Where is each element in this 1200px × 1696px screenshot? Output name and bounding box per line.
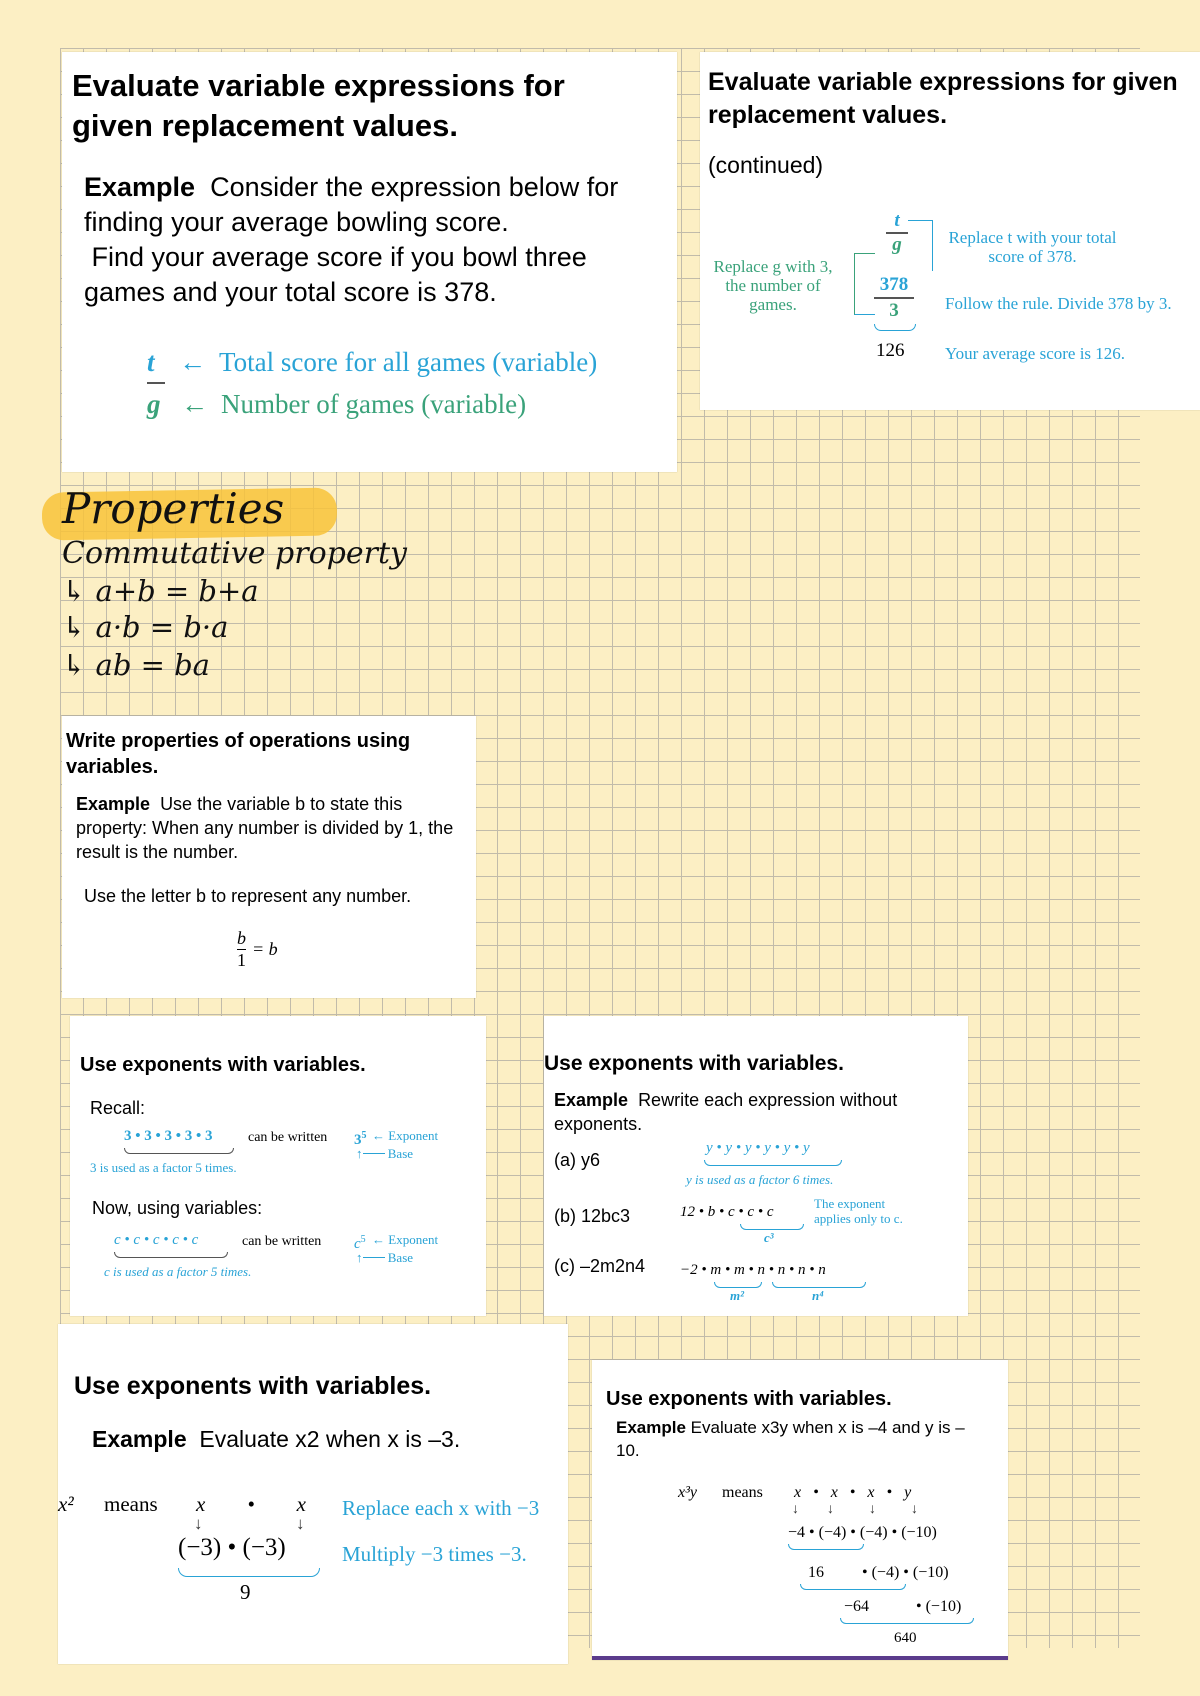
underbrace-a bbox=[704, 1160, 842, 1166]
note-follow-rule: Follow the rule. Divide 378 by 3. bbox=[945, 294, 1172, 313]
notes-line-2: ↳ a·b = b·a bbox=[62, 610, 229, 644]
means-label: means bbox=[104, 1492, 158, 1516]
part-c-under-m: m² bbox=[730, 1288, 745, 1303]
part-c-under-n: n⁴ bbox=[812, 1288, 824, 1303]
continued-label: (continued) bbox=[708, 152, 824, 178]
part-c-expr: −2 • m • m • n • n • n • n bbox=[680, 1262, 826, 1278]
card7-example: Example Evaluate x3y when x is –4 and y is –10. bbox=[616, 1418, 965, 1460]
note-replace-x: Replace each x with −3 bbox=[342, 1496, 540, 1520]
lhs-x3y: x³y bbox=[678, 1484, 697, 1501]
notes-heading: Properties bbox=[62, 484, 285, 533]
power-3-5: $3^5$ bbox=[354, 1130, 367, 1148]
row-1: −4 • (−4) • (−4) • (−10) bbox=[788, 1524, 937, 1541]
card3-example: Example Use the variable b to state this property: When any number is divided by 1, the result is the number. bbox=[76, 794, 454, 862]
card7-title: Use exponents with variables. bbox=[606, 1388, 892, 1410]
can-be-written-2: can be written bbox=[242, 1234, 322, 1249]
part-c-label: (c) –2m2n4 bbox=[554, 1256, 646, 1276]
exponent-label-2: ← Exponent bbox=[372, 1232, 439, 1247]
notes-subheading: Commutative property bbox=[62, 536, 407, 571]
row-3-b: • (−10) bbox=[916, 1598, 962, 1615]
row-vars: x • x • x • y bbox=[794, 1484, 912, 1501]
arrows: ↓ ↓ bbox=[194, 1514, 305, 1533]
denominator-g: g bbox=[147, 389, 161, 419]
note-replace-t: Replace t with your total score of 378. bbox=[948, 228, 1117, 266]
part-b-expr: 12 • b • c • c • c bbox=[680, 1204, 774, 1220]
part-b-note: The exponent applies only to c. bbox=[814, 1196, 903, 1226]
part-b-label: (b) 12bc3 bbox=[554, 1206, 631, 1226]
fraction-378-3: 378 3 bbox=[874, 274, 914, 322]
base-label-2: ↑ Base bbox=[356, 1250, 414, 1265]
fraction-t-over-g bbox=[147, 346, 597, 420]
bracket-right bbox=[908, 220, 933, 271]
card-exponents-recall bbox=[70, 1016, 486, 1316]
can-be-written-1: can be written bbox=[248, 1130, 328, 1145]
row-3-a: −64 bbox=[844, 1598, 870, 1615]
now-using-label: Now, using variables: bbox=[92, 1198, 263, 1218]
note-average: Your average score is 126. bbox=[945, 344, 1126, 363]
underbrace-r1 bbox=[788, 1544, 864, 1550]
result-126: 126 bbox=[876, 340, 905, 361]
arrow-icon: ← bbox=[181, 389, 209, 419]
numerator-t: t bbox=[147, 347, 155, 377]
card-evaluate-continued bbox=[700, 52, 1200, 410]
card-evaluate-x-squared bbox=[58, 1324, 568, 1664]
equation-b-over-1: $\frac{b}{1}$ = b bbox=[237, 928, 278, 970]
product-3s: 3 • 3 • 3 • 3 • 3 bbox=[124, 1128, 213, 1144]
means-label-2: means bbox=[722, 1484, 763, 1501]
underbrace bbox=[874, 324, 916, 331]
arrow-icon: ← bbox=[179, 347, 207, 377]
card3-instruction: Use the letter b to represent any number. bbox=[84, 886, 412, 906]
row-4: 640 bbox=[894, 1630, 917, 1646]
part-a-caption: y is used as a factor 6 times. bbox=[686, 1172, 834, 1187]
denominator-note: Number of games (variable) bbox=[221, 389, 527, 419]
card6-example: Example Evaluate x2 when x is –3. bbox=[92, 1426, 461, 1452]
card1-title: Evaluate variable expressions for given replacement values. bbox=[72, 68, 565, 143]
card6-title: Use exponents with variables. bbox=[74, 1372, 432, 1400]
card5-title: Use exponents with variables. bbox=[544, 1052, 844, 1075]
underbrace-r2 bbox=[800, 1584, 906, 1590]
fraction-tg: t g bbox=[886, 210, 908, 256]
card-evaluate-x-cubed-y bbox=[592, 1360, 1008, 1660]
example-label: Example bbox=[84, 172, 196, 202]
underbrace-1 bbox=[124, 1148, 234, 1154]
example-text: Consider the expression below for finding your average bowling score. bbox=[84, 172, 619, 237]
card-exponents-rewrite bbox=[544, 1016, 968, 1316]
result-9: 9 bbox=[240, 1580, 251, 1604]
card-evaluate-expressions bbox=[62, 52, 677, 472]
caption-c-factor: c is used as a factor 5 times. bbox=[104, 1264, 252, 1279]
part-a-label: (a) y6 bbox=[554, 1150, 601, 1170]
factors-top: x • x bbox=[196, 1492, 306, 1516]
card4-title: Use exponents with variables. bbox=[80, 1054, 366, 1076]
card2-title: Evaluate variable expressions for given replacement values. bbox=[708, 68, 1178, 129]
numerator-note: Total score for all games (variable) bbox=[219, 347, 598, 377]
caption-3-factor: 3 is used as a factor 5 times. bbox=[90, 1160, 237, 1175]
underbrace-2 bbox=[114, 1252, 228, 1258]
card3-title: Write properties of operations using variables. bbox=[66, 730, 411, 778]
recall-label: Recall: bbox=[90, 1098, 146, 1118]
factors-sub: (−3) • (−3) bbox=[178, 1534, 286, 1561]
underbrace-r3 bbox=[840, 1618, 974, 1624]
part-b-under: c³ bbox=[764, 1230, 774, 1245]
row-arrows: ↓ ↓ ↓ ↓ bbox=[792, 1502, 918, 1517]
power-c-5: $c^5$ bbox=[354, 1234, 366, 1252]
notes-line-3: ↳ ab = ba bbox=[62, 648, 210, 682]
part-a-expr: y • y • y • y • y • y bbox=[706, 1140, 810, 1156]
base-label-1: ↑ Base bbox=[356, 1146, 414, 1161]
left-note: Replace g with 3, the number of games. bbox=[713, 257, 833, 314]
card-write-properties bbox=[62, 716, 476, 998]
bracket-left bbox=[854, 253, 875, 315]
exponent-label-1: ← Exponent bbox=[372, 1128, 439, 1143]
row-2-b: • (−4) • (−10) bbox=[862, 1564, 949, 1581]
example-text-2: Find your average score if you bowl three games and your total score is 378. bbox=[84, 242, 587, 307]
underbrace-9 bbox=[178, 1568, 320, 1577]
row-2-a: 16 bbox=[808, 1564, 824, 1581]
product-cs: c • c • c • c • c bbox=[114, 1232, 199, 1248]
card5-example: Example Rewrite each expression without exponents. bbox=[554, 1090, 898, 1134]
notes-line-1: ↳ a+b = b+a bbox=[62, 574, 259, 608]
note-multiply: Multiply −3 times −3. bbox=[342, 1542, 527, 1566]
lhs-x-squared: x² bbox=[58, 1492, 74, 1516]
card1-example bbox=[84, 170, 654, 310]
